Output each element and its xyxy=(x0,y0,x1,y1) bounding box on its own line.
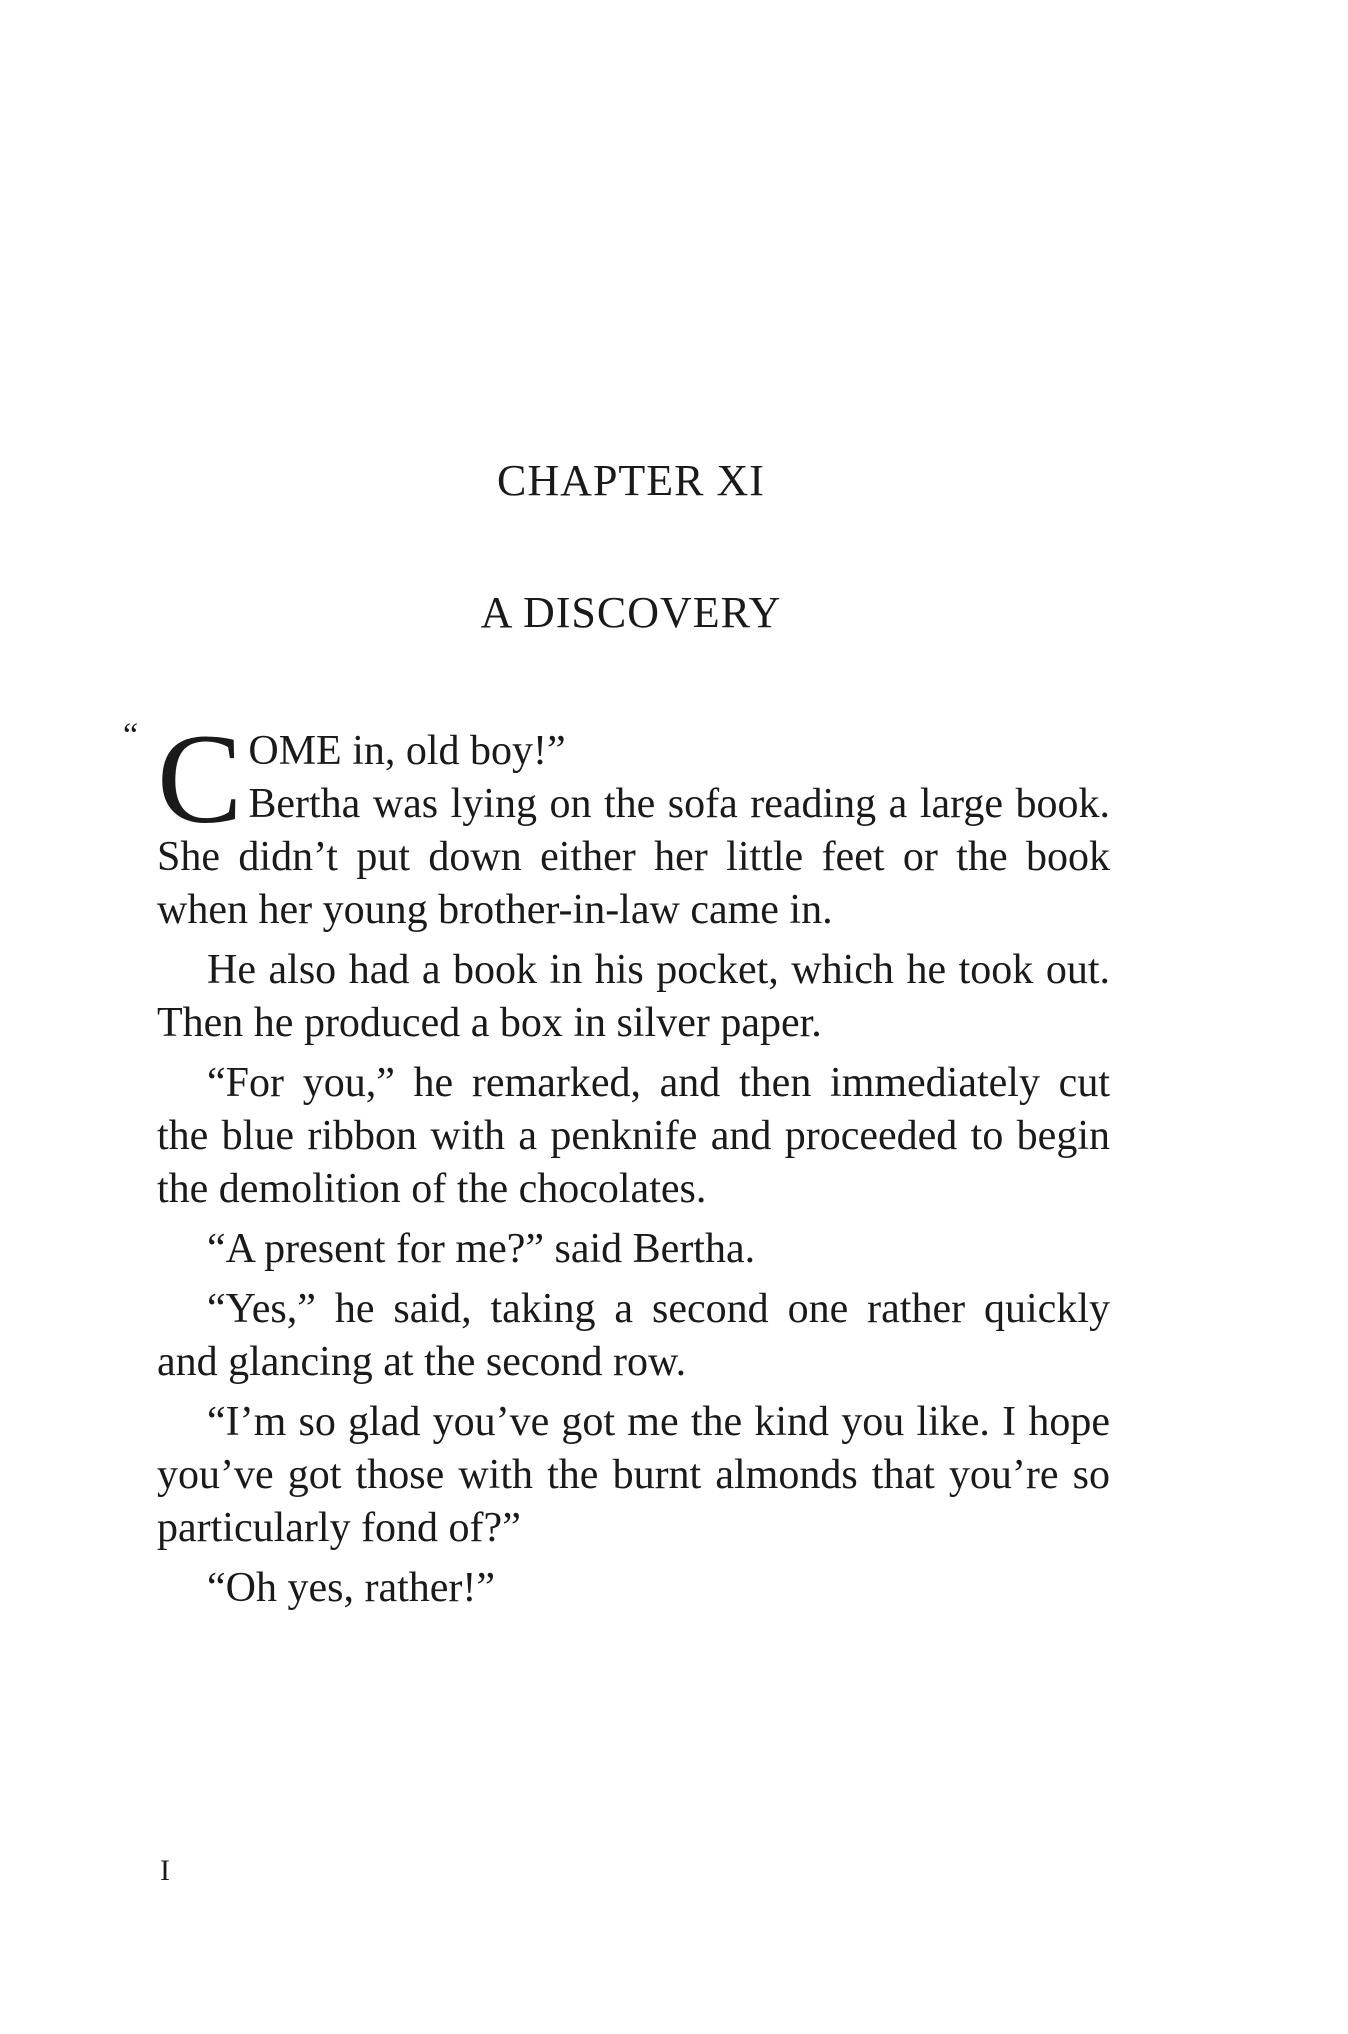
chapter-body xyxy=(123,708,1110,1615)
drop-cap: C xyxy=(157,708,243,850)
paragraph: “For you,” he remarked, and then immediately cut the blue ribbon with a penknife and proceeded to begin the demolition of the chocolates. xyxy=(157,1060,1110,1212)
paragraph: “Oh yes, rather!” xyxy=(207,1565,496,1611)
opening-paragraph xyxy=(123,708,1110,937)
chapter-number: CHAPTER XI xyxy=(497,456,765,505)
paragraph: “I’m so glad you’ve got me the kind you like. I hope you’ve got those with the burnt almonds that you’re so particularly fond of?” xyxy=(157,1399,1110,1551)
chapter-title: A DISCOVERY xyxy=(480,588,782,637)
opening-quote-mark: “ xyxy=(123,717,139,754)
opening-paragraph-text: Bertha was lying on the sofa reading a large book. She didn’t put down either her little feet or the book when her young brother-in-law came in. xyxy=(157,781,1110,933)
paragraph: “Yes,” he said, taking a second one rather quickly and glancing at the second row. xyxy=(157,1286,1110,1385)
paragraph: “A present for me?” said Bertha. xyxy=(207,1226,756,1272)
paragraph: He also had a book in his pocket, which he took out. Then he produced a box in silver paper. xyxy=(157,947,1110,1046)
opening-first-line: OME in, old boy!” xyxy=(248,728,566,774)
page-number: I xyxy=(160,1854,170,1887)
